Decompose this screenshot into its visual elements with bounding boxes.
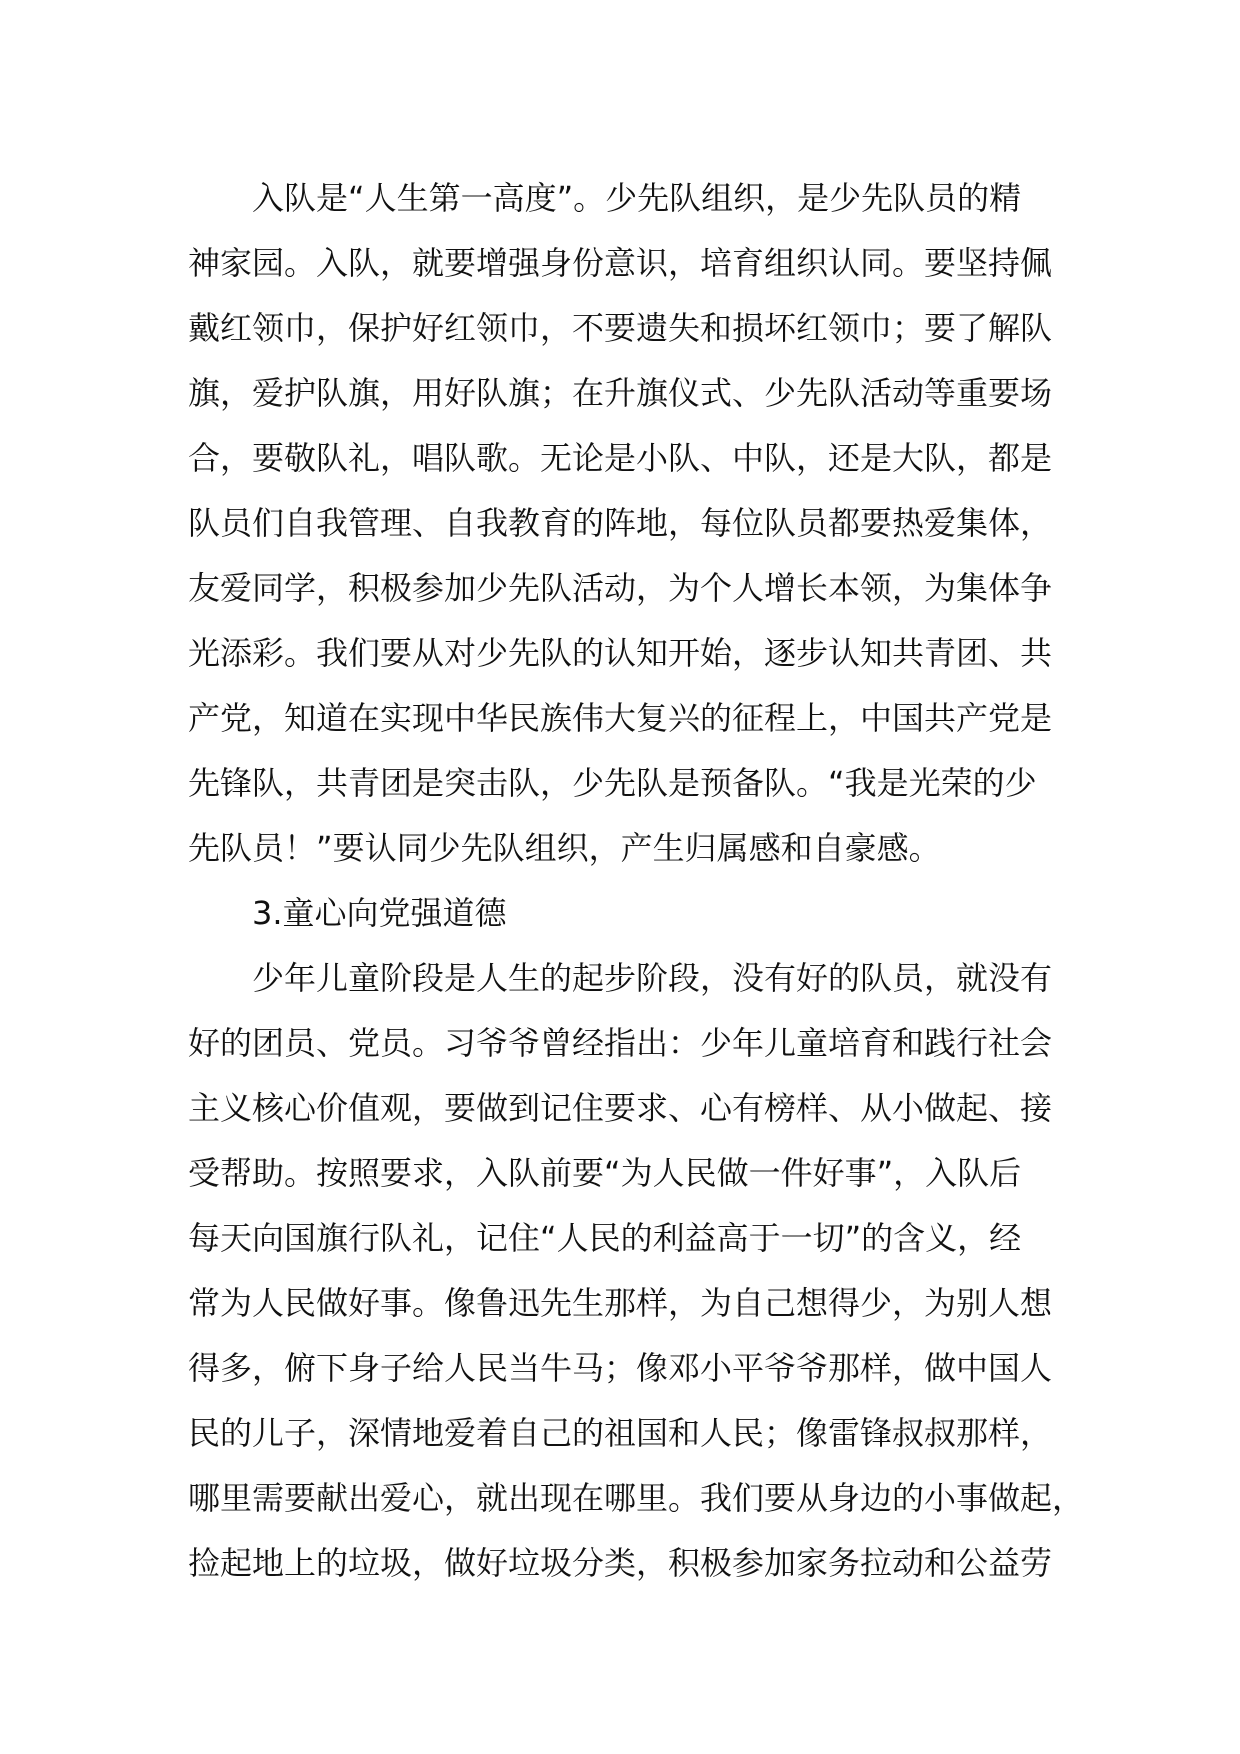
paragraph-line: 神家园。入队，就要增强身份意识，培育组织认同。要坚持佩 bbox=[188, 244, 1053, 282]
paragraph-line: 受帮助。按照要求，入队前要“为人民做一件好事”，入队后 bbox=[188, 1154, 1022, 1192]
paragraph-line-first: 入队是“人生第一高度”。少先队组织，是少先队员的精 bbox=[252, 179, 1022, 217]
paragraph-line: 民的儿子，深情地爱着自己的祖国和人民；像雷锋叔叔那样， bbox=[188, 1414, 1053, 1452]
body-text bbox=[188, 166, 1088, 1596]
paragraph-line: 常为人民做好事。像鲁迅先生那样，为自己想得少，为别人想 bbox=[188, 1284, 1053, 1322]
paragraph-line: 合，要敬队礼，唱队歌。无论是小队、中队，还是大队，都是 bbox=[188, 439, 1053, 477]
paragraph-line: 得多，俯下身子给人民当牛马；像邓小平爷爷那样，做中国人 bbox=[188, 1349, 1053, 1387]
paragraph-line: 队员们自我管理、自我教育的阵地，每位队员都要热爱集体， bbox=[188, 504, 1053, 542]
paragraph-line: 先锋队，共青团是突击队，少先队是预备队。“我是光荣的少 bbox=[188, 764, 1037, 802]
paragraph-line: 主义核心价值观，要做到记住要求、心有榜样、从小做起、接 bbox=[188, 1089, 1053, 1127]
paragraph-line-first: 少年儿童阶段是人生的起步阶段，没有好的队员，就没有 bbox=[252, 959, 1053, 997]
paragraph-line: 哪里需要献出爱心，就出现在哪里。我们要从身边的小事做起， bbox=[188, 1479, 1085, 1517]
paragraph-line: 每天向国旗行队礼，记住“人民的利益高于一切”的含义，经 bbox=[188, 1219, 1022, 1257]
paragraph-line: 捡起地上的垃圾，做好垃圾分类，积极参加家务拉动和公益劳 bbox=[188, 1544, 1053, 1582]
paragraph-line: 旗，爱护队旗，用好队旗；在升旗仪式、少先队活动等重要场 bbox=[188, 374, 1053, 412]
paragraph-line: 先队员！”要认同少先队组织，产生归属感和自豪感。 bbox=[188, 829, 941, 867]
section-heading: 3.童心向党强道德 bbox=[252, 894, 507, 932]
paragraph-line: 产党，知道在实现中华民族伟大复兴的征程上，中国共产党是 bbox=[188, 699, 1053, 737]
paragraph-line: 光添彩。我们要从对少先队的认知开始，逐步认知共青团、共 bbox=[188, 634, 1053, 672]
paragraph-line: 友爱同学，积极参加少先队活动，为个人增长本领，为集体争 bbox=[188, 569, 1053, 607]
paragraph-line: 好的团员、党员。习爷爷曾经指出：少年儿童培育和践行社会 bbox=[188, 1024, 1053, 1062]
paragraph-line: 戴红领巾，保护好红领巾，不要遗失和损坏红领巾；要了解队 bbox=[188, 309, 1053, 347]
